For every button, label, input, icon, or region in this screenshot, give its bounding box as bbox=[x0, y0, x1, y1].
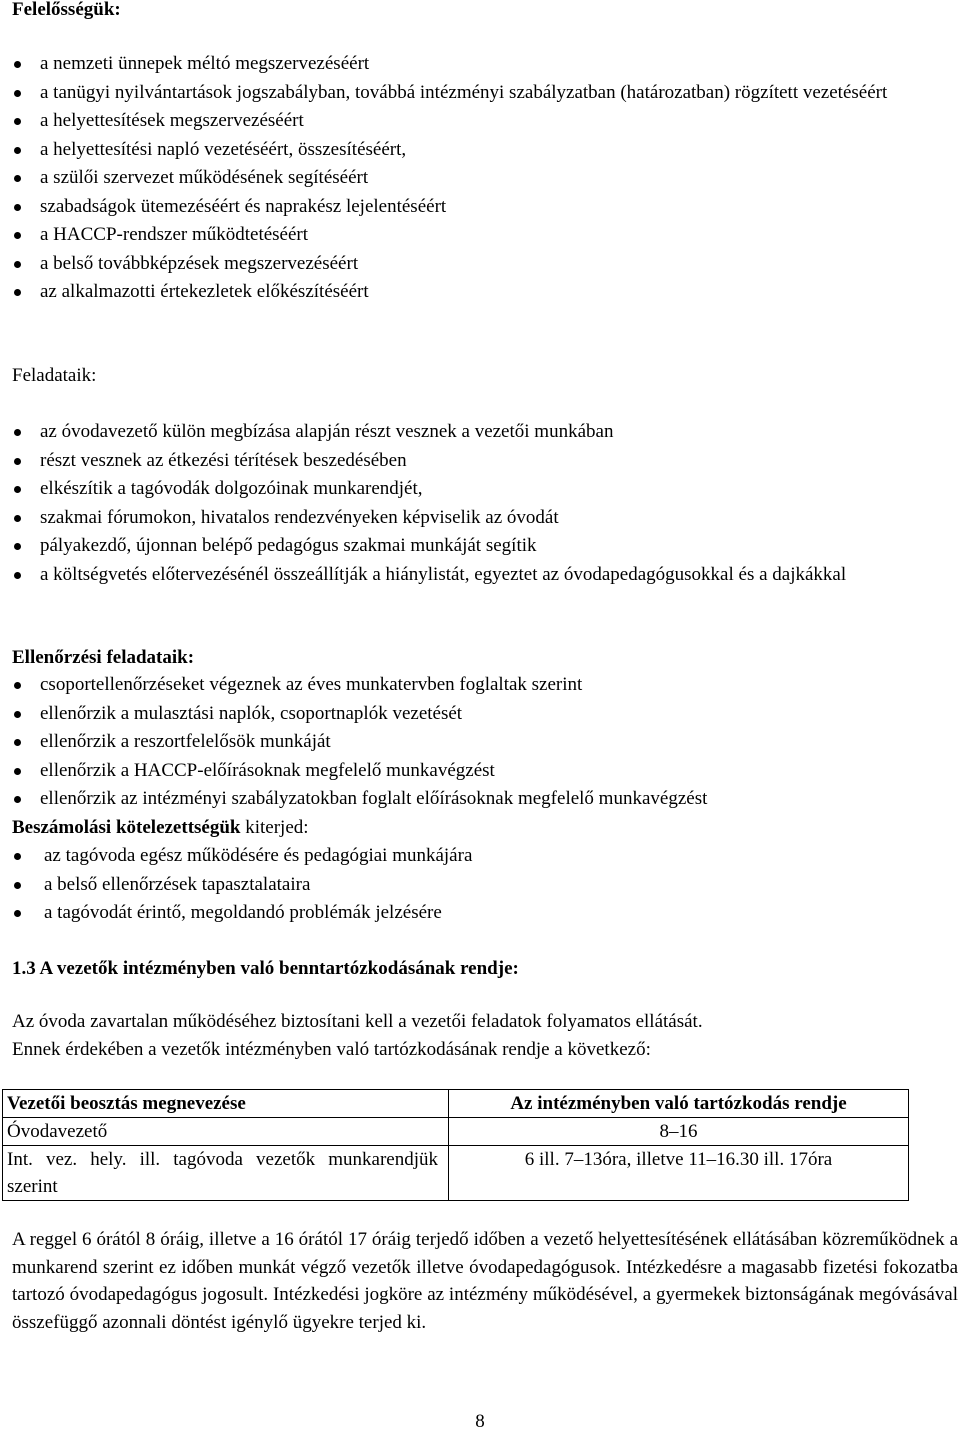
list-item: a helyettesítések megszervezéséért bbox=[12, 107, 958, 136]
feladataik-list bbox=[12, 418, 958, 589]
table-row bbox=[3, 1146, 909, 1201]
beszamolas-list bbox=[12, 842, 958, 928]
list-item: a költségvetés előtervezésénél összeállítják a hiánylistát, egyeztet az óvodapedagógusokkal és a dajkákkal bbox=[12, 561, 958, 590]
list-item: az óvodavezető külön megbízása alapján részt vesznek a vezetői munkában bbox=[12, 418, 958, 447]
table-cell: 8–16 bbox=[449, 1118, 909, 1146]
list-item: ellenőrzik a HACCP-előírásoknak megfelelő munkavégzést bbox=[12, 757, 958, 786]
rendje-intro-1: Az óvoda zavartalan működéséhez biztosítani kell a vezetői feladatok folyamatos ellátását. bbox=[12, 1011, 703, 1032]
table-header-cell: Vezetői beosztás megnevezése bbox=[3, 1090, 449, 1118]
list-item: az tagóvoda egész működésére és pedagógiai munkájára bbox=[12, 842, 958, 871]
list-item: a HACCP-rendszer működtetéséért bbox=[12, 221, 958, 250]
closing-paragraph: A reggel 6 órától 8 óráig, illetve a 16 órától 17 óráig terjedő időben a vezető helyettesítésének ellátásában közreműködnek a munkarend szerint ez időben munkát végző vezetők illetve óvodapedagógusok. Intézkedésre a magasabb fizetési fokozatba tartozó óvodapedagógus jogosult. Intézkedési jogköre az intézmény működésével, a gyermekek biztonságának megóvásával összefüggő azonnali döntést igénylő ügyekre terjed ki. bbox=[12, 1229, 958, 1333]
ellenorzes-list bbox=[12, 671, 958, 814]
table-header-row bbox=[3, 1090, 909, 1118]
list-item: részt vesznek az étkezési térítések beszedésében bbox=[12, 447, 958, 476]
list-item: a belső továbbképzések megszervezéséért bbox=[12, 250, 958, 279]
felelosseg-list bbox=[12, 50, 958, 307]
ellenorzes-heading: Ellenőrzési feladataik: bbox=[12, 647, 195, 668]
list-item: ellenőrzik az intézményi szabályzatokban foglalt előírásoknak megfelelő munkavégzést bbox=[12, 785, 958, 814]
list-item: a nemzeti ünnepek méltó megszervezéséért bbox=[12, 50, 958, 79]
table-row bbox=[3, 1118, 909, 1146]
list-item: elkészítik a tagóvodák dolgozóinak munkarendjét, bbox=[12, 475, 958, 504]
page-number: 8 bbox=[475, 1411, 485, 1432]
list-item: a tagóvodát érintő, megoldandó problémák jelzésére bbox=[12, 899, 958, 928]
table-header-cell: Az intézményben való tartózkodás rendje bbox=[449, 1090, 909, 1118]
list-item: ellenőrzik a mulasztási naplók, csoportnaplók vezetését bbox=[12, 700, 958, 729]
list-item: ellenőrzik a reszortfelelősök munkáját bbox=[12, 728, 958, 757]
list-item: a belső ellenőrzések tapasztalataira bbox=[12, 871, 958, 900]
rendje-intro-2: Ennek érdekében a vezetők intézményben való tartózkodásának rendje a következő: bbox=[12, 1039, 651, 1060]
list-item: a tanügyi nyilvántartások jogszabályban, továbbá intézményi szabályzatban (határozatban) rögzített vezetéséért bbox=[12, 79, 958, 108]
list-item: szabadságok ütemezéséért és naprakész lejelentéséért bbox=[12, 193, 958, 222]
felelosseg-heading: Felelősségük: bbox=[12, 0, 121, 20]
beszamolas-title-rest: kiterjed: bbox=[240, 817, 309, 838]
list-item: a helyettesítési napló vezetéséért, összesítéséért, bbox=[12, 136, 958, 165]
presence-table bbox=[2, 1089, 909, 1201]
list-item: a szülői szervezet működésének segítéséért bbox=[12, 164, 958, 193]
table-cell: Óvodavezető bbox=[3, 1118, 449, 1146]
list-item: az alkalmazotti értekezletek előkészítéséért bbox=[12, 278, 958, 307]
table-cell: 6 ill. 7–13óra, illetve 11–16.30 ill. 17óra bbox=[449, 1146, 909, 1201]
rendje-heading: 1.3 A vezetők intézményben való benntartózkodásának rendje: bbox=[12, 958, 519, 979]
feladataik-heading: Feladataik: bbox=[12, 365, 97, 386]
beszamolas-title-bold: Beszámolási kötelezettségük bbox=[12, 817, 241, 838]
table-cell: Int. vez. hely. ill. tagóvoda vezetők munkarendjük szerint bbox=[3, 1146, 449, 1201]
list-item: csoportellenőrzéseket végeznek az éves munkatervben foglaltak szerint bbox=[12, 671, 958, 700]
list-item: szakmai fórumokon, hivatalos rendezvényeken képviselik az óvodát bbox=[12, 504, 958, 533]
list-item: pályakezdő, újonnan belépő pedagógus szakmai munkáját segítik bbox=[12, 532, 958, 561]
beszamolas-heading bbox=[12, 814, 309, 843]
